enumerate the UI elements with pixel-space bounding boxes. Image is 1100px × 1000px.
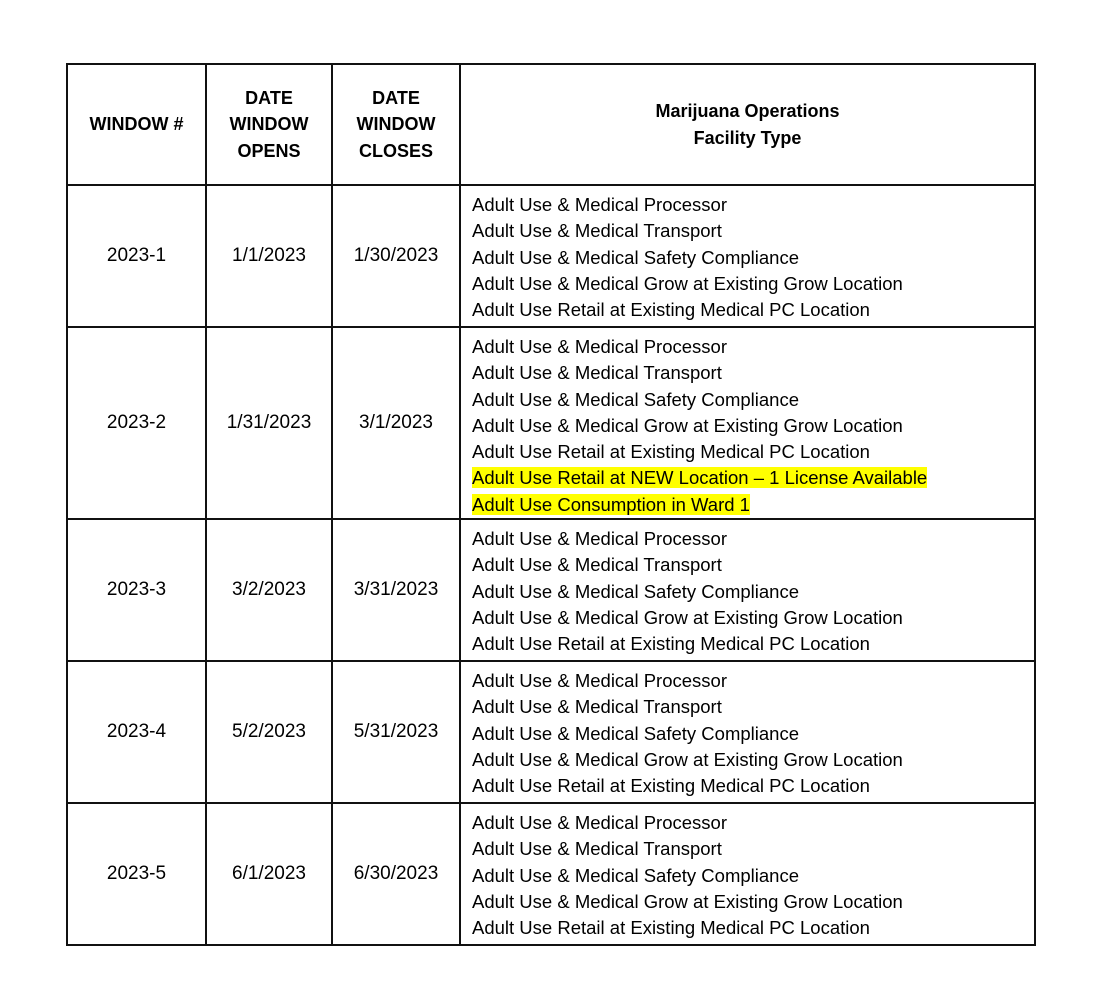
facility-type-item: Adult Use & Medical Processor [472, 528, 727, 550]
date-closes-cell: 5/31/2023 [332, 661, 460, 803]
table-row [67, 803, 1035, 945]
date-closes-cell: 3/1/2023 [332, 327, 460, 519]
table-row [67, 327, 1035, 519]
facility-type-item: Adult Use Retail at Existing Medical PC Location [472, 633, 870, 655]
header-closes-line: DATE [372, 87, 420, 108]
facility-type-item: Adult Use & Medical Processor [472, 670, 727, 692]
date-opens-cell: 3/2/2023 [206, 519, 332, 661]
header-window-number-label: WINDOW # [89, 114, 184, 135]
facility-type-item: Adult Use & Medical Processor [472, 812, 727, 834]
facility-type-item: Adult Use & Medical Grow at Existing Grow Location [472, 890, 903, 912]
facility-type-item: Adult Use & Medical Safety Compliance [472, 722, 799, 744]
application-window-table [66, 63, 1036, 946]
facility-type-item: Adult Use & Medical Transport [472, 838, 722, 860]
facility-type-item: Adult Use Retail at Existing Medical PC Location [472, 917, 870, 939]
window-number-cell: 2023-5 [67, 803, 206, 945]
date-opens-cell: 6/1/2023 [206, 803, 332, 945]
facility-type-item: Adult Use Retail at Existing Medical PC Location [472, 299, 870, 321]
facility-type-item: Adult Use & Medical Transport [472, 554, 722, 576]
facility-type-item: Adult Use & Medical Transport [472, 696, 722, 718]
facility-type-item-highlighted [472, 465, 1034, 491]
date-opens-cell: 1/1/2023 [206, 185, 332, 327]
facility-type-item: Adult Use & Medical Grow at Existing Grow Location [472, 272, 903, 294]
facility-type-item-highlighted [472, 492, 1034, 518]
table-row [67, 185, 1035, 327]
date-closes-cell: 6/30/2023 [332, 803, 460, 945]
facility-type-item: Adult Use & Medical Safety Compliance [472, 864, 799, 886]
facility-type-item: Adult Use & Medical Processor [472, 194, 727, 215]
header-date-opens [206, 64, 332, 185]
window-number-cell: 2023-2 [67, 327, 206, 519]
table-row [67, 661, 1035, 803]
date-opens-cell: 5/2/2023 [206, 661, 332, 803]
facility-types-cell [460, 661, 1035, 803]
date-closes-cell: 3/31/2023 [332, 519, 460, 661]
header-row [67, 64, 1035, 185]
header-opens-line: DATE [245, 87, 293, 108]
table-row [67, 519, 1035, 661]
facility-types-cell [460, 519, 1035, 661]
facility-type-item: Adult Use & Medical Transport [472, 220, 722, 242]
facility-types-cell [460, 327, 1035, 519]
facility-types-cell [460, 803, 1035, 945]
facility-type-item: Adult Use & Medical Grow at Existing Grow Location [472, 414, 903, 436]
highlight-consumption-ward-1: Adult Use Consumption in Ward 1 [472, 493, 750, 515]
header-closes-line: CLOSES [358, 140, 433, 161]
facility-type-item: Adult Use Retail at Existing Medical PC Location [472, 775, 870, 797]
window-number-cell: 2023-4 [67, 661, 206, 803]
highlight-new-retail-location: Adult Use Retail at NEW Location – 1 License Available [472, 467, 928, 489]
window-number-cell: 2023-3 [67, 519, 206, 661]
header-date-closes [332, 64, 460, 185]
header-window-number [67, 64, 206, 185]
window-number-cell: 2023-1 [67, 185, 206, 327]
header-opens-line: OPENS [237, 140, 301, 161]
header-facility-type [460, 64, 1035, 185]
date-opens-cell: 1/31/2023 [206, 327, 332, 519]
header-facility-line: Marijuana Operations [655, 101, 840, 121]
header-opens-line: WINDOW [229, 114, 309, 135]
facility-type-item: Adult Use & Medical Grow at Existing Grow Location [472, 606, 903, 628]
date-closes-cell: 1/30/2023 [332, 185, 460, 327]
facility-type-item: Adult Use & Medical Transport [472, 362, 722, 384]
facility-type-item: Adult Use & Medical Safety Compliance [472, 246, 799, 268]
facility-type-item: Adult Use & Medical Safety Compliance [472, 580, 799, 602]
facility-type-item: Adult Use & Medical Grow at Existing Grow Location [472, 748, 903, 770]
facility-type-item: Adult Use & Medical Processor [472, 336, 727, 357]
facility-type-item: Adult Use Retail at Existing Medical PC Location [472, 441, 870, 463]
header-closes-line: WINDOW [356, 114, 436, 135]
header-facility-line: Facility Type [693, 127, 802, 148]
facility-types-cell [460, 185, 1035, 327]
facility-type-item: Adult Use & Medical Safety Compliance [472, 388, 799, 410]
